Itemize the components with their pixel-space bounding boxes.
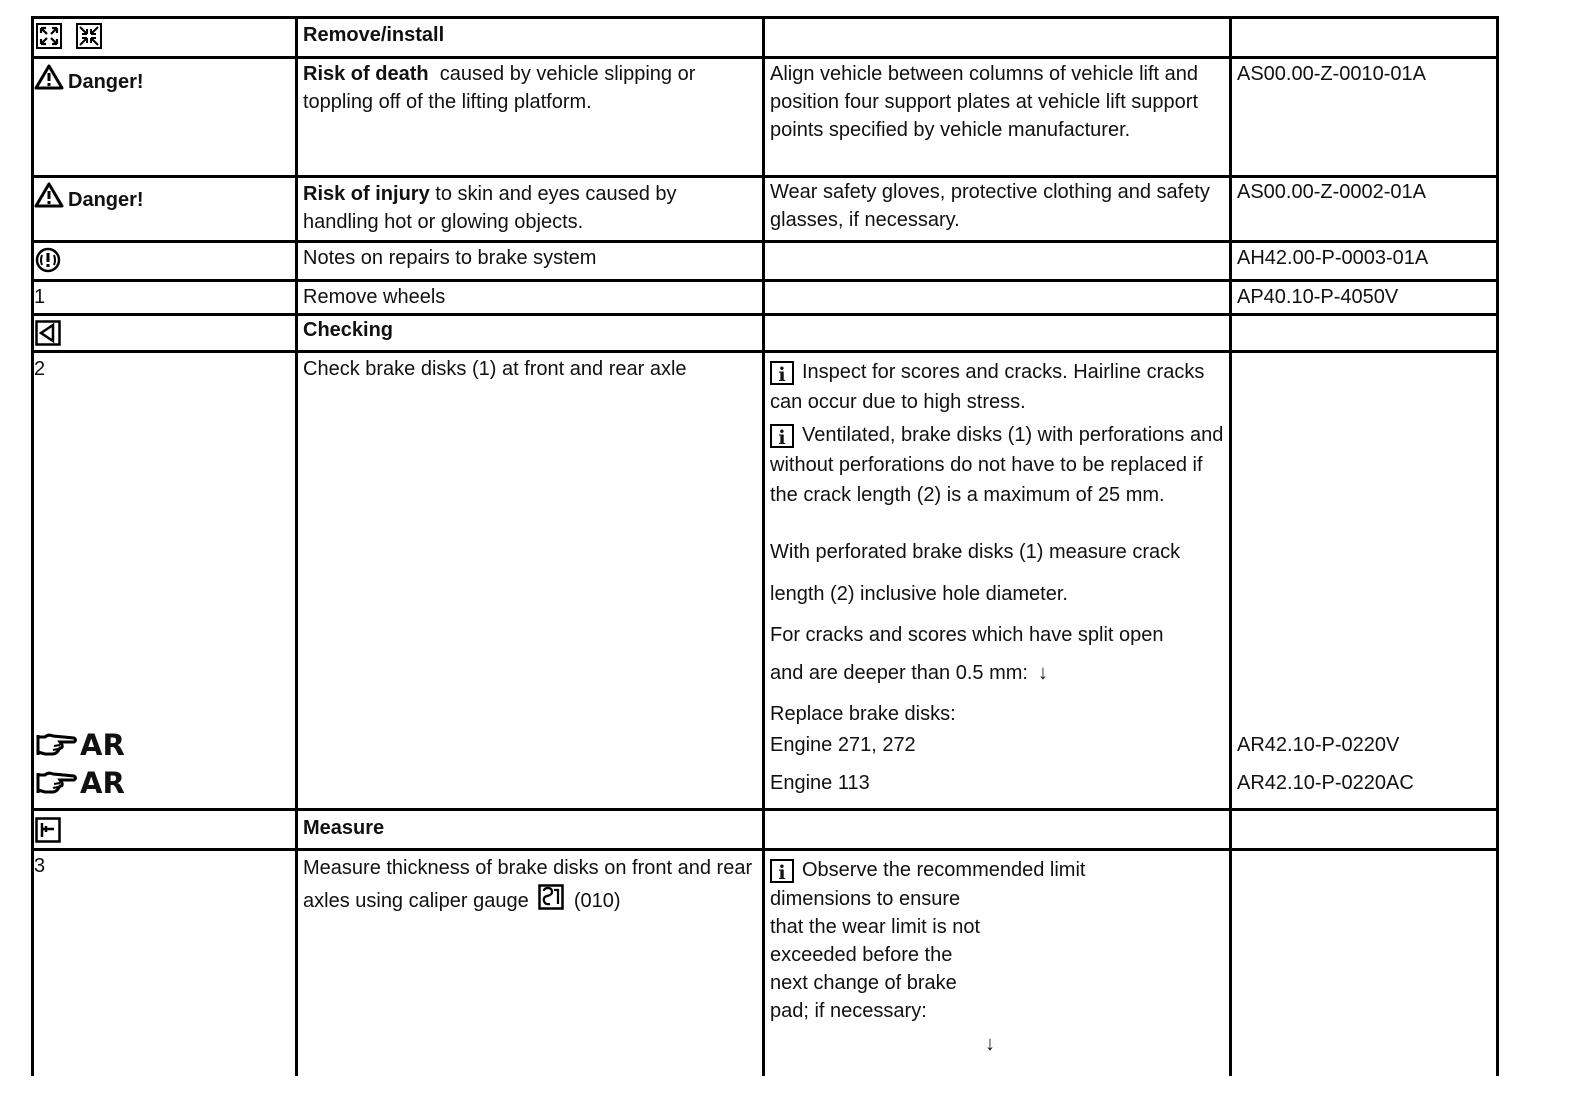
inspection-notes bbox=[770, 357, 1225, 510]
align-vehicle-instruction: Align vehicle between columns of vehicle lift and position four support plates at vehicle lift support points specified by vehicle manufacturer. bbox=[770, 63, 1199, 141]
depth-note bbox=[770, 659, 1048, 687]
note-line: exceeded before the bbox=[770, 944, 953, 966]
remove-install-icons bbox=[36, 21, 102, 49]
column-border bbox=[1496, 16, 1499, 1076]
exclamation-circle-icon bbox=[35, 247, 61, 273]
cracks-scores-note: For cracks and scores which have split open bbox=[770, 624, 1164, 646]
column-border bbox=[762, 16, 765, 1076]
ar-label: AR bbox=[80, 728, 125, 762]
measure-gauge-icon bbox=[35, 817, 61, 843]
perforated-disks-note: With perforated brake disks (1) measure crack bbox=[770, 541, 1181, 563]
info-note bbox=[770, 855, 1225, 885]
info-icon: i bbox=[770, 424, 794, 448]
warning-triangle-icon bbox=[34, 182, 64, 208]
ar-label: AR bbox=[80, 766, 125, 800]
notes-icon-cell bbox=[35, 245, 61, 273]
info-note bbox=[770, 357, 1225, 417]
tool-number: (010) bbox=[573, 890, 621, 912]
remove-wheels-step: Remove wheels bbox=[303, 286, 446, 308]
reference-code[interactable]: AS00.00-Z-0002-01A bbox=[1237, 181, 1427, 203]
row-border bbox=[31, 279, 1499, 282]
special-tool-icon bbox=[538, 884, 564, 910]
column-border bbox=[295, 16, 298, 1076]
risk-of-injury-rest: to skin and eyes caused by handling hot or glowing objects. bbox=[303, 183, 683, 233]
collapse-arrows-icon bbox=[76, 23, 102, 49]
pointing-hand-icon bbox=[36, 732, 78, 758]
measure-thickness-step bbox=[303, 852, 758, 917]
check-brake-disks-step: Check brake disks (1) at front and rear axle bbox=[303, 358, 687, 380]
info-icon: i bbox=[770, 361, 794, 385]
info-note-text: Ventilated, brake disks (1) with perforations and without perforations do not have to be replaced if the crack length (2) is a maximum of 25 mm. bbox=[770, 424, 1224, 506]
note-line: pad; if necessary: bbox=[770, 1000, 927, 1022]
engine-variant: Engine 271, 272 bbox=[770, 734, 916, 756]
pointing-hand-icon bbox=[36, 770, 78, 796]
safety-gear-instruction: Wear safety gloves, protective clothing and safety glasses, if necessary. bbox=[770, 181, 1210, 231]
measure-icon-cell bbox=[35, 815, 61, 843]
danger-label bbox=[34, 182, 144, 214]
notes-brake-system: Notes on repairs to brake system bbox=[303, 247, 597, 269]
column-border bbox=[31, 16, 34, 1076]
risk-of-injury-heading: Risk of injury bbox=[303, 183, 430, 205]
step-number: 3 bbox=[34, 855, 46, 877]
ar-reference-marker bbox=[36, 768, 125, 798]
column-border bbox=[1229, 16, 1232, 1076]
row-border bbox=[31, 16, 1499, 19]
note-line: dimensions to ensure bbox=[770, 888, 961, 910]
row-border bbox=[31, 808, 1499, 811]
section-title-checking: Checking bbox=[303, 319, 394, 341]
reference-code[interactable]: AR42.10-P-0220V bbox=[1237, 734, 1400, 756]
depth-note-text: and are deeper than 0.5 mm: bbox=[770, 662, 1028, 684]
row-border bbox=[31, 240, 1499, 243]
measure-thickness-text: Measure thickness of brake disks on front and rear axles using caliper gauge bbox=[303, 857, 753, 912]
engine-variant: Engine 113 bbox=[770, 772, 870, 794]
reference-code[interactable]: AS00.00-Z-0010-01A bbox=[1237, 63, 1427, 85]
expand-arrows-icon bbox=[36, 23, 62, 49]
info-icon: i bbox=[770, 859, 794, 883]
danger-text: Danger! bbox=[68, 71, 144, 93]
checking-box-icon bbox=[35, 320, 61, 346]
row-border bbox=[31, 56, 1499, 59]
reference-code[interactable]: AR42.10-P-0220AC bbox=[1237, 772, 1414, 794]
ar-reference-marker bbox=[36, 730, 125, 760]
limit-dimensions-note bbox=[770, 855, 1225, 1025]
crack-length-note: length (2) inclusive hole diameter. bbox=[770, 583, 1068, 605]
section-title-remove-install: Remove/install bbox=[303, 24, 445, 46]
risk-of-injury-text bbox=[303, 180, 753, 236]
reference-code[interactable]: AP40.10-P-4050V bbox=[1237, 286, 1399, 308]
info-note-text: Observe the recommended limit bbox=[802, 859, 1086, 881]
info-note bbox=[770, 420, 1225, 510]
row-border bbox=[31, 350, 1499, 353]
risk-of-death-rest: caused by vehicle slipping or toppling off of the lifting platform. bbox=[303, 63, 701, 113]
danger-text: Danger! bbox=[68, 189, 144, 211]
replace-brake-disks-label: Replace brake disks: bbox=[770, 703, 956, 725]
risk-of-death-heading: Risk of death bbox=[303, 63, 429, 85]
info-note-text: Inspect for scores and cracks. Hairline cracks can occur due to high stress. bbox=[770, 361, 1205, 413]
down-arrow-icon: ↓ bbox=[1037, 662, 1048, 684]
note-line: next change of brake bbox=[770, 972, 957, 994]
row-border bbox=[31, 313, 1499, 316]
checking-icon-cell bbox=[35, 318, 61, 346]
danger-label bbox=[34, 64, 144, 96]
step-number: 1 bbox=[34, 286, 46, 308]
section-title-measure: Measure bbox=[303, 817, 385, 839]
warning-triangle-icon bbox=[34, 64, 64, 90]
step-number: 2 bbox=[34, 358, 46, 380]
down-arrow-icon: ↓ bbox=[985, 1033, 995, 1055]
row-border bbox=[31, 848, 1499, 851]
note-line: that the wear limit is not bbox=[770, 916, 981, 938]
risk-of-death-text bbox=[303, 60, 753, 116]
reference-code[interactable]: AH42.00-P-0003-01A bbox=[1237, 247, 1429, 269]
